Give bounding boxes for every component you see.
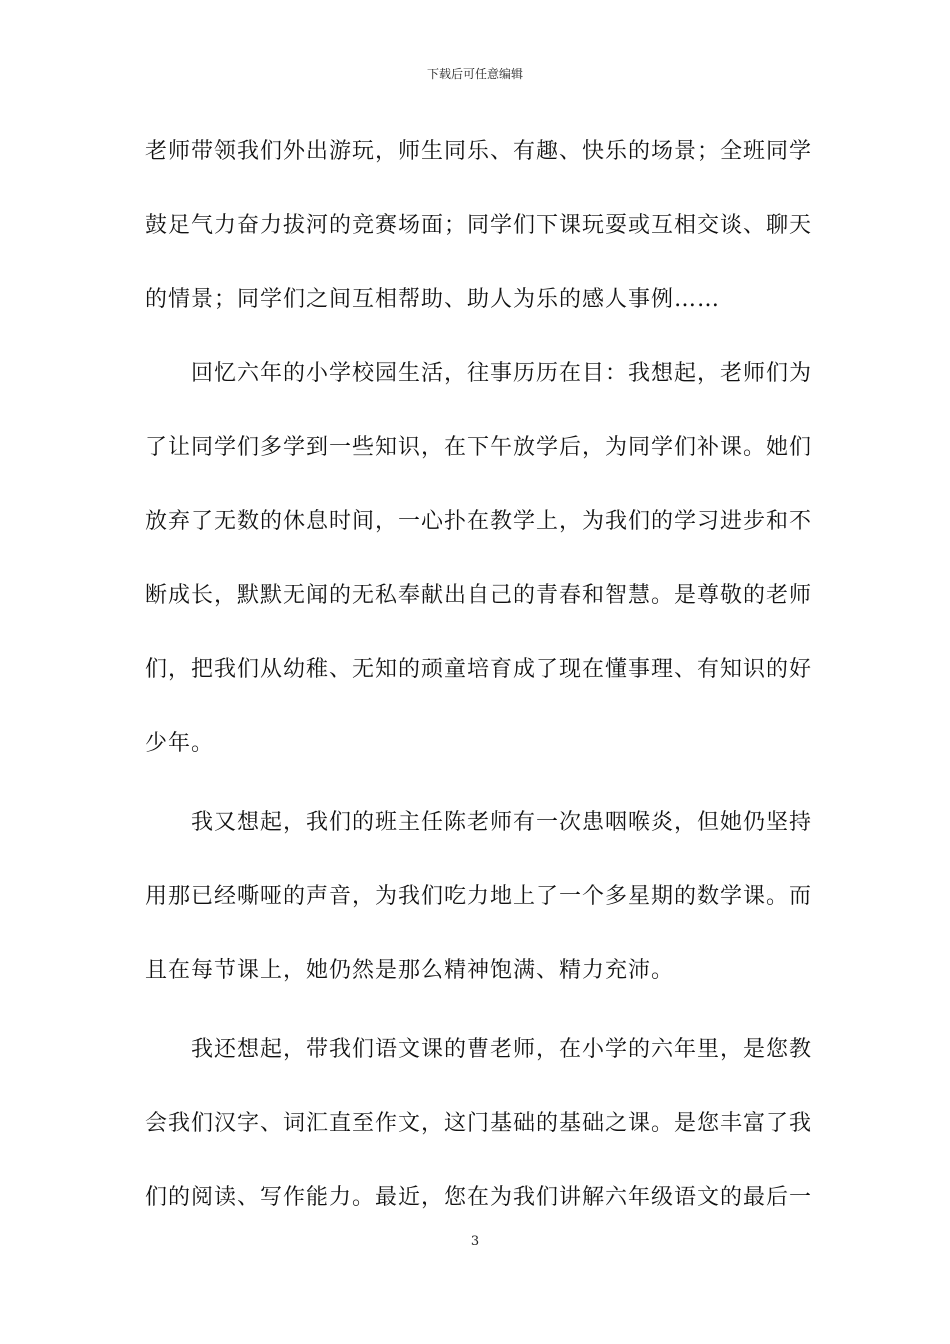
paragraph-first-line: 回忆六年的小学校园生活，往事历历在目：我想起，老师们为 [191, 361, 813, 386]
paragraph-first-line: 我又想起，我们的班主任陈老师有一次患咽喉炎，但她仍坚持 [191, 810, 813, 835]
text-line: 老师带领我们外出游玩，师生同乐、有趣、快乐的场景；全班同学 [145, 139, 813, 164]
text-line: 断成长，默默无闻的无私奉献出自己的青春和智慧。是尊敬的老师 [145, 583, 813, 608]
text-line: 们，把我们从幼稚、无知的顽童培育成了现在懂事理、有知识的好 [145, 657, 813, 682]
text-line: 放弃了无数的休息时间，一心扑在教学上，为我们的学习进步和不 [145, 509, 813, 534]
text-line: 会我们汉字、词汇直至作文，这门基础的基础之课。是您丰富了我 [145, 1111, 813, 1136]
text-line: 的情景；同学们之间互相帮助、助人为乐的感人事例…… [145, 287, 721, 312]
text-line: 少年。 [145, 731, 215, 756]
page-number: 3 [470, 1234, 480, 1249]
text-line: 用那已经嘶哑的声音，为我们吃力地上了一个多星期的数学课。而 [145, 884, 813, 909]
text-line: 鼓足气力奋力拔河的竞赛场面；同学们下课玩耍或互相交谈、聊天 [145, 213, 813, 238]
text-line: 且在每节课上，她仍然是那么精神饱满、精力充沛。 [145, 958, 675, 983]
text-line: 了让同学们多学到一些知识，在下午放学后，为同学们补课。她们 [145, 435, 813, 460]
paragraph-first-line: 我还想起，带我们语文课的曹老师，在小学的六年里，是您教 [191, 1037, 813, 1062]
page-header-note: 下载后可任意编辑 [426, 67, 523, 81]
text-line: 们的阅读、写作能力。最近，您在为我们讲解六年级语文的最后一 [145, 1185, 813, 1210]
